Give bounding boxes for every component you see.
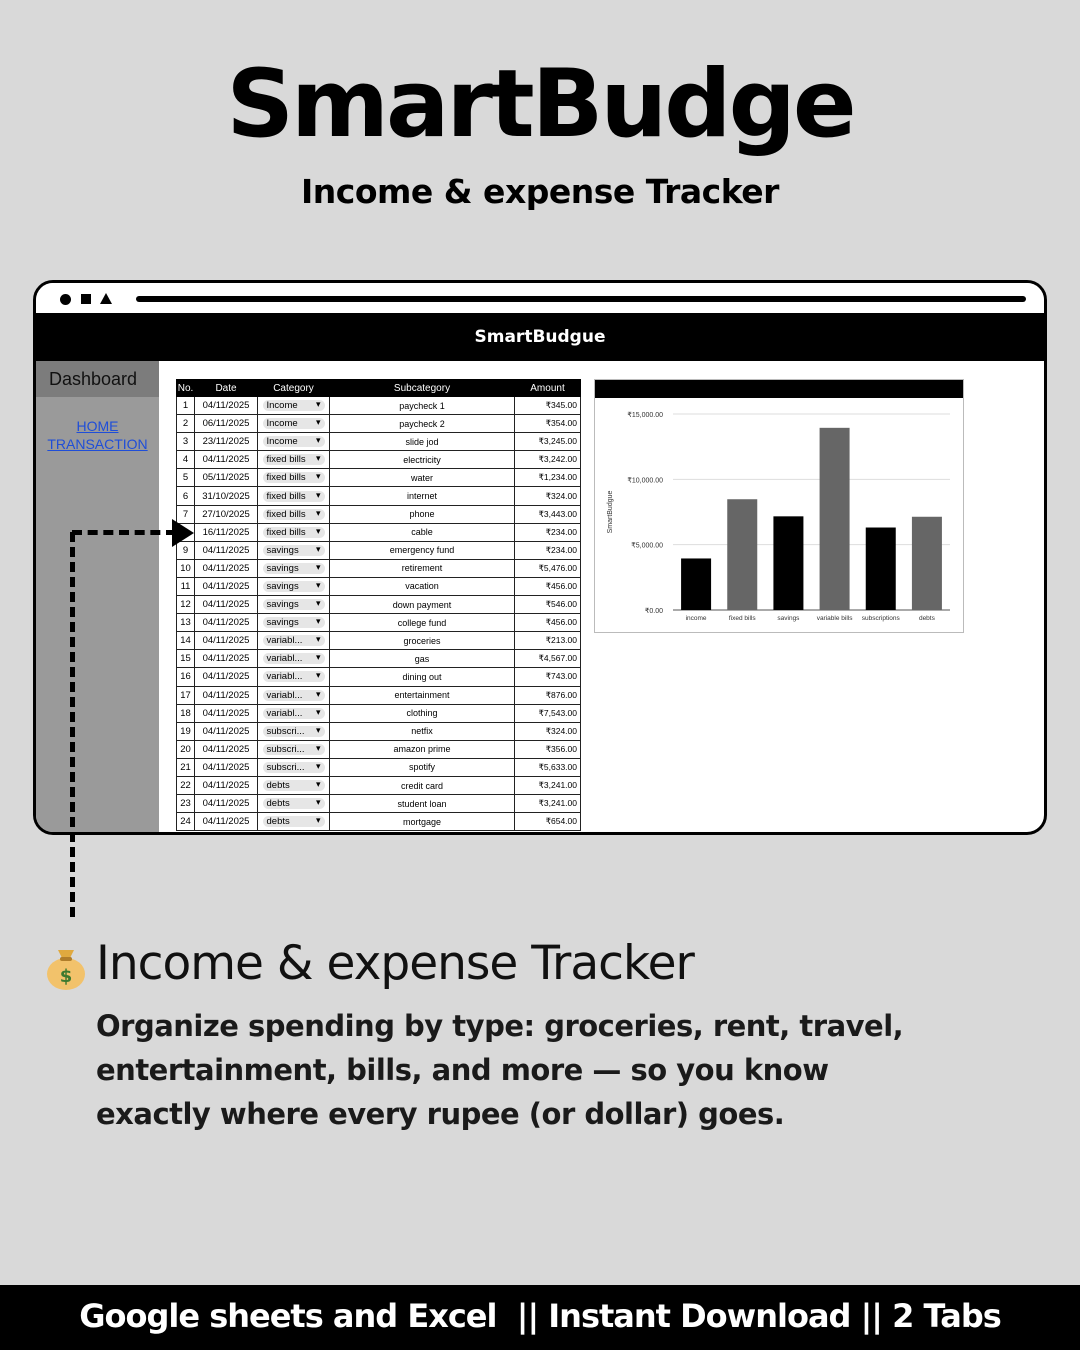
cell-category bbox=[258, 722, 330, 740]
cell-date[interactable]: 06/11/2025 bbox=[195, 415, 258, 433]
cell-subcategory[interactable]: slide jod bbox=[330, 433, 515, 451]
y-tick-label: ₹15,000.00 bbox=[627, 412, 663, 419]
app-header: SmartBudgue bbox=[36, 313, 1044, 361]
chart-svg bbox=[595, 398, 963, 632]
cell-date[interactable]: 04/11/2025 bbox=[195, 776, 258, 794]
table-row bbox=[177, 433, 581, 451]
category-dropdown[interactable]: savings ▾ bbox=[263, 617, 325, 628]
cell-amount[interactable]: ₹1,234.00 bbox=[515, 469, 581, 487]
dashed-arrow-line-horizontal bbox=[72, 530, 176, 535]
cell-date[interactable]: 04/11/2025 bbox=[195, 577, 258, 595]
category-dropdown[interactable]: variabl... ▾ bbox=[263, 635, 325, 646]
cell-no: 7 bbox=[177, 505, 195, 523]
x-tick-label: debts bbox=[918, 615, 935, 622]
cell-date[interactable]: 31/10/2025 bbox=[195, 487, 258, 505]
cell-date[interactable]: 04/11/2025 bbox=[195, 722, 258, 740]
cell-subcategory[interactable]: electricity bbox=[330, 451, 515, 469]
cell-category bbox=[258, 596, 330, 614]
cell-subcategory[interactable]: emergency fund bbox=[330, 541, 515, 559]
cell-no: 23 bbox=[177, 795, 195, 813]
table-row bbox=[177, 523, 581, 541]
cell-amount[interactable]: ₹234.00 bbox=[515, 541, 581, 559]
cell-date[interactable]: 27/10/2025 bbox=[195, 505, 258, 523]
category-dropdown[interactable]: Income ▾ bbox=[263, 400, 325, 411]
cell-subcategory[interactable]: college fund bbox=[330, 614, 515, 632]
table-row bbox=[177, 614, 581, 632]
cell-subcategory[interactable]: gas bbox=[330, 650, 515, 668]
address-bar bbox=[136, 296, 1026, 302]
cell-no: 12 bbox=[177, 596, 195, 614]
cell-date[interactable]: 16/11/2025 bbox=[195, 523, 258, 541]
chart-bar bbox=[727, 499, 757, 610]
category-dropdown[interactable]: subscri... ▾ bbox=[263, 744, 325, 755]
cell-no: 14 bbox=[177, 632, 195, 650]
cell-date[interactable]: 04/11/2025 bbox=[195, 758, 258, 776]
table-row bbox=[177, 415, 581, 433]
category-dropdown[interactable]: savings ▾ bbox=[263, 563, 325, 574]
cell-date[interactable]: 04/11/2025 bbox=[195, 397, 258, 415]
table-header-row bbox=[177, 380, 581, 397]
cell-amount[interactable]: ₹3,242.00 bbox=[515, 451, 581, 469]
cell-date[interactable]: 04/11/2025 bbox=[195, 704, 258, 722]
cell-amount[interactable]: ₹234.00 bbox=[515, 523, 581, 541]
cell-subcategory[interactable]: cable bbox=[330, 523, 515, 541]
cell-date[interactable]: 04/11/2025 bbox=[195, 740, 258, 758]
x-tick-label: subscriptions bbox=[861, 615, 900, 622]
table-row bbox=[177, 686, 581, 704]
cell-date[interactable]: 05/11/2025 bbox=[195, 469, 258, 487]
category-dropdown[interactable]: subscri... ▾ bbox=[263, 762, 325, 773]
x-tick-label: variable bills bbox=[816, 615, 853, 622]
cell-amount[interactable]: ₹4,567.00 bbox=[515, 650, 581, 668]
cell-subcategory[interactable]: mortgage bbox=[330, 813, 515, 831]
cell-subcategory[interactable]: clothing bbox=[330, 704, 515, 722]
cell-category bbox=[258, 577, 330, 595]
cell-amount[interactable]: ₹654.00 bbox=[515, 813, 581, 831]
cell-amount[interactable]: ₹324.00 bbox=[515, 487, 581, 505]
cell-date[interactable]: 04/11/2025 bbox=[195, 795, 258, 813]
table-row bbox=[177, 397, 581, 415]
cell-no: 2 bbox=[177, 415, 195, 433]
cell-no: 11 bbox=[177, 577, 195, 595]
category-dropdown[interactable]: fixed bills ▾ bbox=[263, 527, 325, 538]
cell-date[interactable]: 04/11/2025 bbox=[195, 668, 258, 686]
category-dropdown[interactable]: Income ▾ bbox=[263, 436, 325, 447]
y-axis-label: SmartBudgue bbox=[607, 490, 614, 534]
cell-amount[interactable]: ₹5,476.00 bbox=[515, 559, 581, 577]
cell-subcategory[interactable]: paycheck 2 bbox=[330, 415, 515, 433]
chart-bar bbox=[681, 558, 711, 610]
table-row bbox=[177, 650, 581, 668]
cell-no: 9 bbox=[177, 541, 195, 559]
table-row bbox=[177, 795, 581, 813]
feature-title: Income & expense Tracker bbox=[96, 936, 694, 991]
category-dropdown[interactable]: debts ▾ bbox=[263, 780, 325, 791]
cell-category bbox=[258, 758, 330, 776]
cell-amount[interactable]: ₹3,241.00 bbox=[515, 776, 581, 794]
cell-category bbox=[258, 415, 330, 433]
sidebar-title: Dashboard bbox=[36, 361, 159, 397]
cell-date[interactable]: 04/11/2025 bbox=[195, 614, 258, 632]
cell-category bbox=[258, 559, 330, 577]
table-row bbox=[177, 577, 581, 595]
cell-amount[interactable]: ₹456.00 bbox=[515, 614, 581, 632]
cell-no: 20 bbox=[177, 740, 195, 758]
cell-amount[interactable]: ₹3,245.00 bbox=[515, 433, 581, 451]
cell-category bbox=[258, 686, 330, 704]
cell-category bbox=[258, 541, 330, 559]
cell-subcategory[interactable]: retirement bbox=[330, 559, 515, 577]
cell-no: 3 bbox=[177, 433, 195, 451]
category-dropdown[interactable]: fixed bills ▾ bbox=[263, 491, 325, 502]
cell-category bbox=[258, 632, 330, 650]
cell-category bbox=[258, 469, 330, 487]
x-tick-label: fixed bills bbox=[728, 615, 756, 622]
cell-amount[interactable]: ₹743.00 bbox=[515, 668, 581, 686]
cell-amount[interactable]: ₹876.00 bbox=[515, 686, 581, 704]
cell-subcategory[interactable]: groceries bbox=[330, 632, 515, 650]
cell-no: 6 bbox=[177, 487, 195, 505]
table-row bbox=[177, 469, 581, 487]
cell-category bbox=[258, 650, 330, 668]
transactions-sheet bbox=[176, 379, 580, 831]
table-row bbox=[177, 632, 581, 650]
y-tick-label: ₹0.00 bbox=[644, 608, 663, 615]
cell-subcategory[interactable]: amazon prime bbox=[330, 740, 515, 758]
cell-date[interactable]: 04/11/2025 bbox=[195, 632, 258, 650]
window-title-bar bbox=[36, 283, 1044, 313]
category-dropdown[interactable]: variabl... ▾ bbox=[263, 653, 325, 664]
cell-no: 4 bbox=[177, 451, 195, 469]
cell-category bbox=[258, 813, 330, 831]
category-dropdown[interactable]: savings ▾ bbox=[263, 599, 325, 610]
cell-date[interactable]: 04/11/2025 bbox=[195, 451, 258, 469]
column-header-subcategory: Subcategory bbox=[330, 380, 515, 397]
column-header-amount: Amount bbox=[515, 380, 581, 397]
cell-no: 1 bbox=[177, 397, 195, 415]
app-window-mockup bbox=[33, 280, 1047, 835]
cell-category bbox=[258, 776, 330, 794]
cell-subcategory[interactable]: credit card bbox=[330, 776, 515, 794]
chart-bar bbox=[773, 516, 803, 610]
cell-subcategory[interactable]: vacation bbox=[330, 577, 515, 595]
cell-category bbox=[258, 523, 330, 541]
column-header-date: Date bbox=[195, 380, 258, 397]
cell-date[interactable]: 04/11/2025 bbox=[195, 541, 258, 559]
sidebar bbox=[36, 361, 159, 835]
cell-no: 8 bbox=[177, 523, 195, 541]
cell-no: 5 bbox=[177, 469, 195, 487]
cell-subcategory[interactable]: netfix bbox=[330, 722, 515, 740]
triangle-icon bbox=[100, 293, 112, 304]
cell-no: 18 bbox=[177, 704, 195, 722]
svg-text:$: $ bbox=[59, 966, 73, 987]
cell-category bbox=[258, 487, 330, 505]
table-row bbox=[177, 813, 581, 831]
cell-amount[interactable]: ₹3,241.00 bbox=[515, 795, 581, 813]
cell-date[interactable]: 23/11/2025 bbox=[195, 433, 258, 451]
cell-no: 15 bbox=[177, 650, 195, 668]
cell-date[interactable]: 04/11/2025 bbox=[195, 813, 258, 831]
category-dropdown[interactable]: debts ▾ bbox=[263, 798, 325, 809]
cell-subcategory[interactable]: spotify bbox=[330, 758, 515, 776]
category-dropdown[interactable]: subscri... ▾ bbox=[263, 726, 325, 737]
cell-amount[interactable]: ₹213.00 bbox=[515, 632, 581, 650]
cell-amount[interactable]: ₹7,543.00 bbox=[515, 704, 581, 722]
cell-amount[interactable]: ₹5,633.00 bbox=[515, 758, 581, 776]
cell-no: 19 bbox=[177, 722, 195, 740]
x-tick-label: income bbox=[685, 615, 707, 622]
category-dropdown[interactable]: debts ▾ bbox=[263, 816, 325, 827]
table-row bbox=[177, 776, 581, 794]
arrow-head-icon bbox=[172, 519, 194, 547]
x-tick-label: savings bbox=[777, 615, 800, 622]
cell-no: 13 bbox=[177, 614, 195, 632]
cell-subcategory[interactable]: entertainment bbox=[330, 686, 515, 704]
table-row bbox=[177, 722, 581, 740]
chart-bar bbox=[820, 428, 850, 610]
cell-date[interactable]: 04/11/2025 bbox=[195, 650, 258, 668]
circle-icon bbox=[60, 294, 71, 305]
cell-category bbox=[258, 614, 330, 632]
category-dropdown[interactable]: fixed bills ▾ bbox=[263, 454, 325, 465]
table-row bbox=[177, 487, 581, 505]
cell-category bbox=[258, 451, 330, 469]
feature-description: Organize spending by type: groceries, rent, travel, entertainment, bills, and more — so you know exactly where every rupee (or dollar) goes. bbox=[96, 1009, 904, 1131]
square-icon bbox=[81, 294, 91, 304]
hero-title: SmartBudge bbox=[226, 50, 854, 159]
chart-bar bbox=[866, 528, 896, 610]
table-row bbox=[177, 668, 581, 686]
table-row bbox=[177, 758, 581, 776]
column-header-category: Category bbox=[258, 380, 330, 397]
hero-subtitle: Income & expense Tracker bbox=[301, 172, 779, 211]
cell-no: 16 bbox=[177, 668, 195, 686]
cell-amount[interactable]: ₹356.00 bbox=[515, 740, 581, 758]
cell-category bbox=[258, 795, 330, 813]
cell-amount[interactable]: ₹354.00 bbox=[515, 415, 581, 433]
y-tick-label: ₹5,000.00 bbox=[631, 542, 663, 550]
cell-date[interactable]: 04/11/2025 bbox=[195, 686, 258, 704]
category-dropdown[interactable]: variabl... ▾ bbox=[263, 671, 325, 682]
cell-category bbox=[258, 668, 330, 686]
footer-banner: Google sheets and Excel || Instant Download || 2 Tabs bbox=[0, 1285, 1080, 1350]
cell-subcategory[interactable]: down payment bbox=[330, 596, 515, 614]
cell-subcategory[interactable]: paycheck 1 bbox=[330, 397, 515, 415]
table-row bbox=[177, 704, 581, 722]
cell-amount[interactable]: ₹345.00 bbox=[515, 397, 581, 415]
category-dropdown[interactable]: savings ▾ bbox=[263, 581, 325, 592]
dashed-arrow-line bbox=[70, 532, 75, 917]
money-bag-icon bbox=[40, 940, 92, 992]
cell-no: 10 bbox=[177, 559, 195, 577]
table-row bbox=[177, 541, 581, 559]
transactions-table bbox=[176, 379, 581, 831]
sidebar-link-home[interactable]: HOME bbox=[76, 418, 119, 434]
category-dropdown[interactable]: fixed bills ▾ bbox=[263, 472, 325, 483]
cell-category bbox=[258, 740, 330, 758]
cell-amount[interactable]: ₹3,443.00 bbox=[515, 505, 581, 523]
cell-no: 17 bbox=[177, 686, 195, 704]
y-tick-label: ₹10,000.00 bbox=[627, 477, 663, 485]
table-row bbox=[177, 451, 581, 469]
table-row bbox=[177, 596, 581, 614]
cell-category bbox=[258, 397, 330, 415]
category-dropdown[interactable]: savings ▾ bbox=[263, 545, 325, 556]
cell-category bbox=[258, 704, 330, 722]
cell-no: 21 bbox=[177, 758, 195, 776]
cell-subcategory[interactable]: student loan bbox=[330, 795, 515, 813]
cell-subcategory[interactable]: water bbox=[330, 469, 515, 487]
table-row bbox=[177, 505, 581, 523]
cell-subcategory[interactable]: internet bbox=[330, 487, 515, 505]
cell-amount[interactable]: ₹546.00 bbox=[515, 596, 581, 614]
cell-no: 24 bbox=[177, 813, 195, 831]
chart-title-bar bbox=[595, 380, 963, 398]
table-row bbox=[177, 559, 581, 577]
sidebar-link-transaction[interactable]: TRANSACTION bbox=[47, 436, 148, 452]
cell-amount[interactable]: ₹324.00 bbox=[515, 722, 581, 740]
category-dropdown[interactable]: variabl... ▾ bbox=[263, 708, 325, 719]
cell-subcategory[interactable]: phone bbox=[330, 505, 515, 523]
category-dropdown[interactable]: fixed bills ▾ bbox=[263, 509, 325, 520]
cell-no: 22 bbox=[177, 776, 195, 794]
category-dropdown[interactable]: variabl... ▾ bbox=[263, 690, 325, 701]
cell-category bbox=[258, 433, 330, 451]
table-row bbox=[177, 740, 581, 758]
cell-subcategory[interactable]: dining out bbox=[330, 668, 515, 686]
category-dropdown[interactable]: Income ▾ bbox=[263, 418, 325, 429]
column-header-no: No. bbox=[177, 380, 195, 397]
cell-date[interactable]: 04/11/2025 bbox=[195, 596, 258, 614]
cell-amount[interactable]: ₹456.00 bbox=[515, 577, 581, 595]
chart-bar bbox=[912, 517, 942, 610]
category-bar-chart bbox=[594, 379, 964, 633]
cell-date[interactable]: 04/11/2025 bbox=[195, 559, 258, 577]
cell-category bbox=[258, 505, 330, 523]
